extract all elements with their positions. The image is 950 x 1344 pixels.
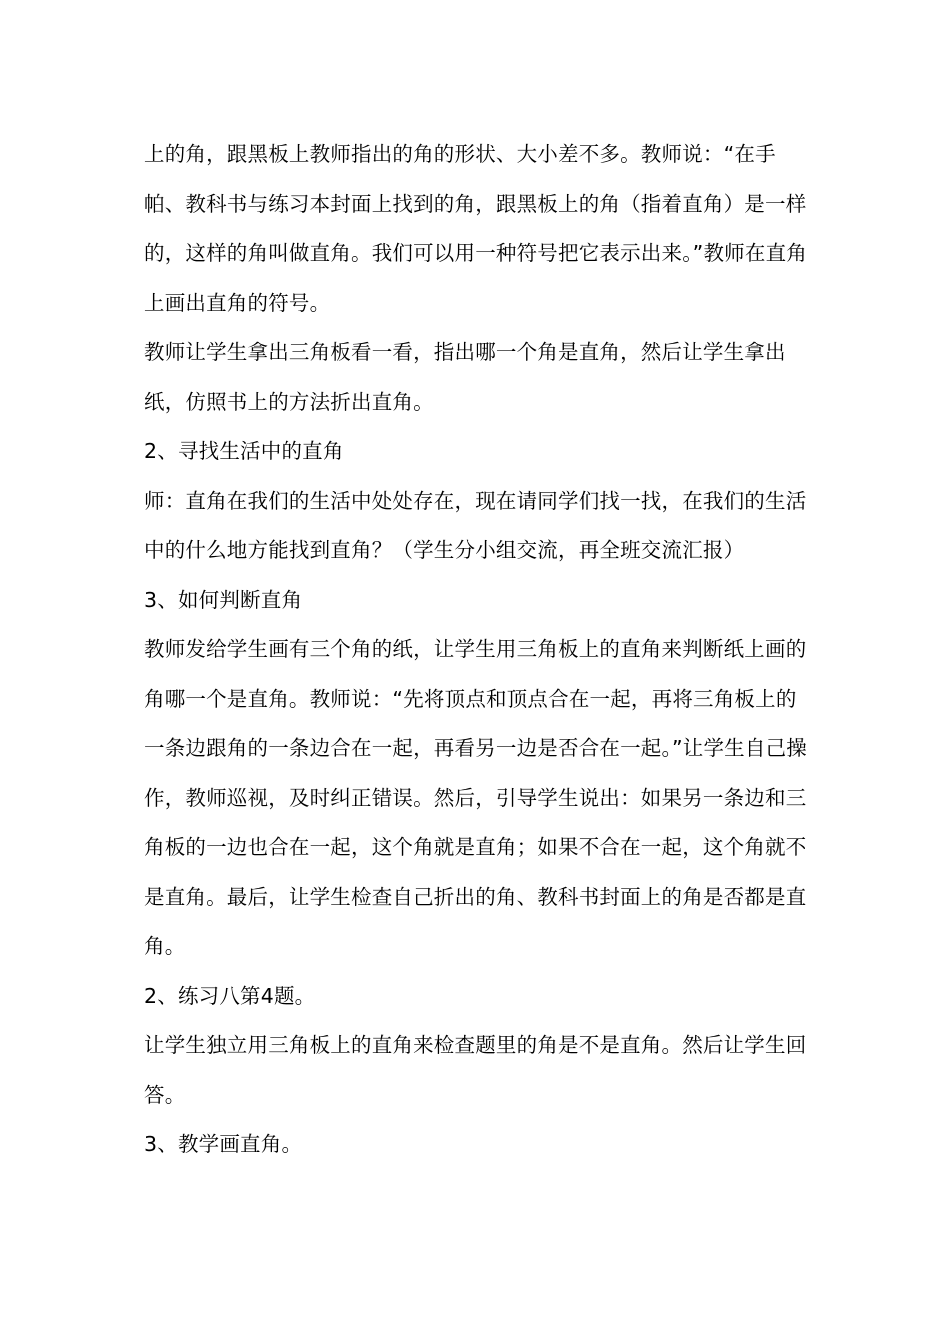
heading-judge-right-angle: 3、如何判断直角 bbox=[144, 587, 303, 612]
heading-draw-right-angle: 3、教学画直角。 bbox=[144, 1132, 303, 1156]
paragraph-intro-right-angle: 上的角，跟黑板上教师指出的角的形状、大小差不多。教师说：“在手帕、教科书与练习本封面上找到的角，跟黑板上的角（指着直角）是一样的，这样的角叫做直角。我们可以用一种符号把它表示出来。”教师在直角上画出直角的符号。 bbox=[144, 142, 807, 315]
paragraph-triangle-ruler: 教师让学生拿出三角板看一看，指出哪一个角是直角，然后让学生拿出纸，仿照书上的方法折出直角。 bbox=[144, 340, 786, 414]
paragraph-judge-right-angle: 教师发给学生画有三个角的纸，让学生用三角板上的直角来判断纸上画的角哪一个是直角。教师说：“先将顶点和顶点合在一起，再将三角板上的一条边跟角的一条边合在一起，再看另一边是否合在一起。”让学生自己操作，教师巡视，及时纠正错误。然后，引导学生说出：如果另一条边和三角板的一边也合在一起，这个角就是直角；如果不合在一起，这个角就不是直角。最后，让学生检查自己折出的角、教科书封面上的角是否都是直角。 bbox=[144, 637, 807, 958]
heading-find-right-angles: 2、寻找生活中的直角 bbox=[144, 439, 344, 463]
heading-exercise-8-4: 2、练习八第4题。 bbox=[144, 983, 316, 1008]
document-body bbox=[144, 130, 809, 1170]
paragraph-find-right-angles: 师：直角在我们的生活中处处存在，现在请同学们找一找，在我们的生活中的什么地方能找到直角？（学生分小组交流，再全班交流汇报） bbox=[144, 488, 807, 562]
paragraph-exercise-8-4: 让学生独立用三角板上的直角来检查题里的角是不是直角。然后让学生回答。 bbox=[144, 1033, 807, 1107]
